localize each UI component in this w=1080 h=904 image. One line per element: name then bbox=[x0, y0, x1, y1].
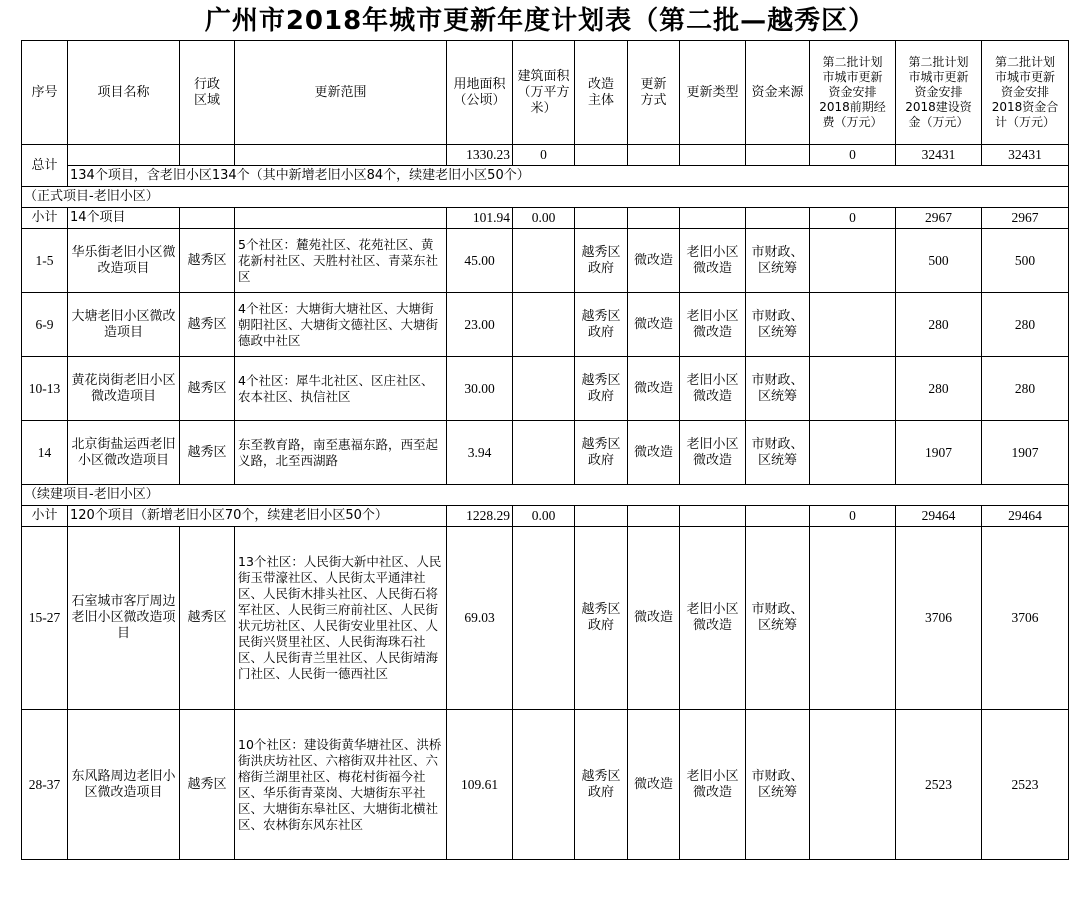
section2-title: （续建项目-老旧小区） bbox=[22, 485, 1069, 506]
section2-title-row bbox=[22, 485, 1069, 506]
row-land-area: 23.00 bbox=[447, 293, 513, 357]
row-seq: 10-13 bbox=[22, 357, 68, 421]
section1-subtotal-fund-total: 2967 bbox=[982, 208, 1069, 229]
row-fund-source: 市财政、区统筹 bbox=[746, 357, 810, 421]
section1-subtotal-build-area: 0.00 bbox=[513, 208, 575, 229]
total-build-area: 0 bbox=[513, 145, 575, 166]
row-scope: 东至教育路，南至惠福东路，西至起义路，北至西湖路 bbox=[235, 421, 447, 485]
row-subject: 越秀区政府 bbox=[575, 229, 628, 293]
row-fund-source: 市财政、区统筹 bbox=[746, 229, 810, 293]
row-type: 老旧小区微改造 bbox=[680, 710, 746, 860]
total-land-area: 1330.23 bbox=[447, 145, 513, 166]
section1-subtotal-label: 小计 bbox=[22, 208, 68, 229]
row-name: 东风路周边老旧小区微改造项目 bbox=[68, 710, 180, 860]
row-fund-build: 2523 bbox=[896, 710, 982, 860]
section1-subtotal-fund-build: 2967 bbox=[896, 208, 982, 229]
row-method: 微改造 bbox=[628, 229, 680, 293]
row-fund-total: 280 bbox=[982, 293, 1069, 357]
header-type: 更新类型 bbox=[680, 41, 746, 145]
row-subject: 越秀区政府 bbox=[575, 710, 628, 860]
row-name: 黄花岗街老旧小区微改造项目 bbox=[68, 357, 180, 421]
row-method: 微改造 bbox=[628, 527, 680, 710]
row-method: 微改造 bbox=[628, 710, 680, 860]
row-subject: 越秀区政府 bbox=[575, 293, 628, 357]
row-land-area: 30.00 bbox=[447, 357, 513, 421]
row-type: 老旧小区微改造 bbox=[680, 229, 746, 293]
row-type: 老旧小区微改造 bbox=[680, 527, 746, 710]
row-district: 越秀区 bbox=[180, 293, 235, 357]
row-type: 老旧小区微改造 bbox=[680, 293, 746, 357]
header-fund-build: 第二批计划 市城市更新 资金安排 2018建设资 金（万元） bbox=[896, 41, 982, 145]
section1-subtotal-fund-pre: 0 bbox=[810, 208, 896, 229]
header-fund-source: 资金来源 bbox=[746, 41, 810, 145]
header-method: 更新 方式 bbox=[628, 41, 680, 145]
row-fund-build: 3706 bbox=[896, 527, 982, 710]
total-row bbox=[22, 145, 1069, 166]
row-type: 老旧小区微改造 bbox=[680, 357, 746, 421]
row-scope: 4个社区：大塘街大塘社区、大塘街朝阳社区、大塘街文德社区、大塘街德政中社区 bbox=[235, 293, 447, 357]
row-seq: 14 bbox=[22, 421, 68, 485]
row-fund-total: 280 bbox=[982, 357, 1069, 421]
total-fund-build: 32431 bbox=[896, 145, 982, 166]
row-district: 越秀区 bbox=[180, 421, 235, 485]
row-fund-build: 500 bbox=[896, 229, 982, 293]
row-name: 大塘老旧小区微改造项目 bbox=[68, 293, 180, 357]
header-fund-pre: 第二批计划 市城市更新 资金安排 2018前期经 费（万元） bbox=[810, 41, 896, 145]
row-fund-source: 市财政、区统筹 bbox=[746, 293, 810, 357]
row-scope: 13个社区：人民街大新中社区、人民街玉带濠社区、人民街太平通津社区、人民街木排头社区、人民街石将军社区、人民街三府前社区、人民街状元坊社区、人民街安业里社区、人民街兴贤里社区、人民街海珠石社区、人民街青兰里社区、人民街靖海门社区、人民街一德西社区 bbox=[235, 527, 447, 710]
row-subject: 越秀区政府 bbox=[575, 421, 628, 485]
table-row bbox=[22, 357, 1069, 421]
row-district: 越秀区 bbox=[180, 710, 235, 860]
section1-title-row bbox=[22, 187, 1069, 208]
header-fund-total: 第二批计划 市城市更新 资金安排 2018资金合 计（万元） bbox=[982, 41, 1069, 145]
row-land-area: 3.94 bbox=[447, 421, 513, 485]
total-label: 总计 bbox=[22, 145, 68, 187]
header-build-area: 建筑面积 （万平方 米） bbox=[513, 41, 575, 145]
row-method: 微改造 bbox=[628, 421, 680, 485]
section2-subtotal-land-area: 1228.29 bbox=[447, 506, 513, 527]
section2-subtotal-fund-total: 29464 bbox=[982, 506, 1069, 527]
row-method: 微改造 bbox=[628, 357, 680, 421]
row-type: 老旧小区微改造 bbox=[680, 421, 746, 485]
row-fund-total: 500 bbox=[982, 229, 1069, 293]
section2-subtotal-fund-pre: 0 bbox=[810, 506, 896, 527]
page-title: 广州市2018年城市更新年度计划表（第二批—越秀区） bbox=[204, 6, 876, 36]
row-method: 微改造 bbox=[628, 293, 680, 357]
row-fund-total: 1907 bbox=[982, 421, 1069, 485]
total-note: 134个项目，含老旧小区134个（其中新增老旧小区84个，续建老旧小区50个） bbox=[68, 166, 1069, 187]
table-row bbox=[22, 527, 1069, 710]
table-row bbox=[22, 293, 1069, 357]
section2-subtotal-build-area: 0.00 bbox=[513, 506, 575, 527]
row-fund-source: 市财政、区统筹 bbox=[746, 710, 810, 860]
row-seq: 15-27 bbox=[22, 527, 68, 710]
row-scope: 5个社区：麓苑社区、花苑社区、黄花新村社区、天胜村社区、青菜东社区 bbox=[235, 229, 447, 293]
total-fund-pre: 0 bbox=[810, 145, 896, 166]
row-district: 越秀区 bbox=[180, 527, 235, 710]
row-land-area: 45.00 bbox=[447, 229, 513, 293]
row-scope: 10个社区：建设街黄华塘社区、洪桥街洪庆坊社区、六榕街双井社区、六榕街兰湖里社区、梅花村街福今社区、华乐街青菜岗、大塘街东平社区、大塘街东皋社区、大塘街北横社区、农林街东风东社区 bbox=[235, 710, 447, 860]
row-fund-source: 市财政、区统筹 bbox=[746, 421, 810, 485]
section1-title: （正式项目-老旧小区） bbox=[22, 187, 1069, 208]
row-land-area: 109.61 bbox=[447, 710, 513, 860]
header-land-area: 用地面积 （公顷） bbox=[447, 41, 513, 145]
row-fund-source: 市财政、区统筹 bbox=[746, 527, 810, 710]
row-seq: 1-5 bbox=[22, 229, 68, 293]
row-name: 石室城市客厅周边老旧小区微改造项目 bbox=[68, 527, 180, 710]
section2-subtotal-row bbox=[22, 506, 1069, 527]
row-district: 越秀区 bbox=[180, 229, 235, 293]
total-fund-total: 32431 bbox=[982, 145, 1069, 166]
section2-subtotal-label: 小计 bbox=[22, 506, 68, 527]
row-subject: 越秀区政府 bbox=[575, 527, 628, 710]
row-fund-total: 3706 bbox=[982, 527, 1069, 710]
section1-subtotal-land-area: 101.94 bbox=[447, 208, 513, 229]
section2-subtotal-name: 120个项目（新增老旧小区70个，续建老旧小区50个） bbox=[68, 506, 447, 527]
row-seq: 6-9 bbox=[22, 293, 68, 357]
row-subject: 越秀区政府 bbox=[575, 357, 628, 421]
table-row bbox=[22, 710, 1069, 860]
header-name: 项目名称 bbox=[68, 41, 180, 145]
row-name: 华乐街老旧小区微改造项目 bbox=[68, 229, 180, 293]
table-row bbox=[22, 421, 1069, 485]
section2-subtotal-fund-build: 29464 bbox=[896, 506, 982, 527]
row-fund-build: 1907 bbox=[896, 421, 982, 485]
header-seq: 序号 bbox=[22, 41, 68, 145]
row-fund-total: 2523 bbox=[982, 710, 1069, 860]
row-seq: 28-37 bbox=[22, 710, 68, 860]
header-subject: 改造 主体 bbox=[575, 41, 628, 145]
plan-table bbox=[21, 40, 1069, 860]
header-scope: 更新范围 bbox=[235, 41, 447, 145]
row-name: 北京街盐运西老旧小区微改造项目 bbox=[68, 421, 180, 485]
row-fund-build: 280 bbox=[896, 357, 982, 421]
row-fund-build: 280 bbox=[896, 293, 982, 357]
table-row bbox=[22, 229, 1069, 293]
row-scope: 4个社区：犀牛北社区、区庄社区、农本社区、执信社区 bbox=[235, 357, 447, 421]
header-row bbox=[22, 41, 1069, 145]
section1-subtotal-row bbox=[22, 208, 1069, 229]
header-district: 行政 区域 bbox=[180, 41, 235, 145]
section1-subtotal-name: 14个项目 bbox=[68, 208, 180, 229]
total-note-row bbox=[22, 166, 1069, 187]
row-district: 越秀区 bbox=[180, 357, 235, 421]
row-land-area: 69.03 bbox=[447, 527, 513, 710]
